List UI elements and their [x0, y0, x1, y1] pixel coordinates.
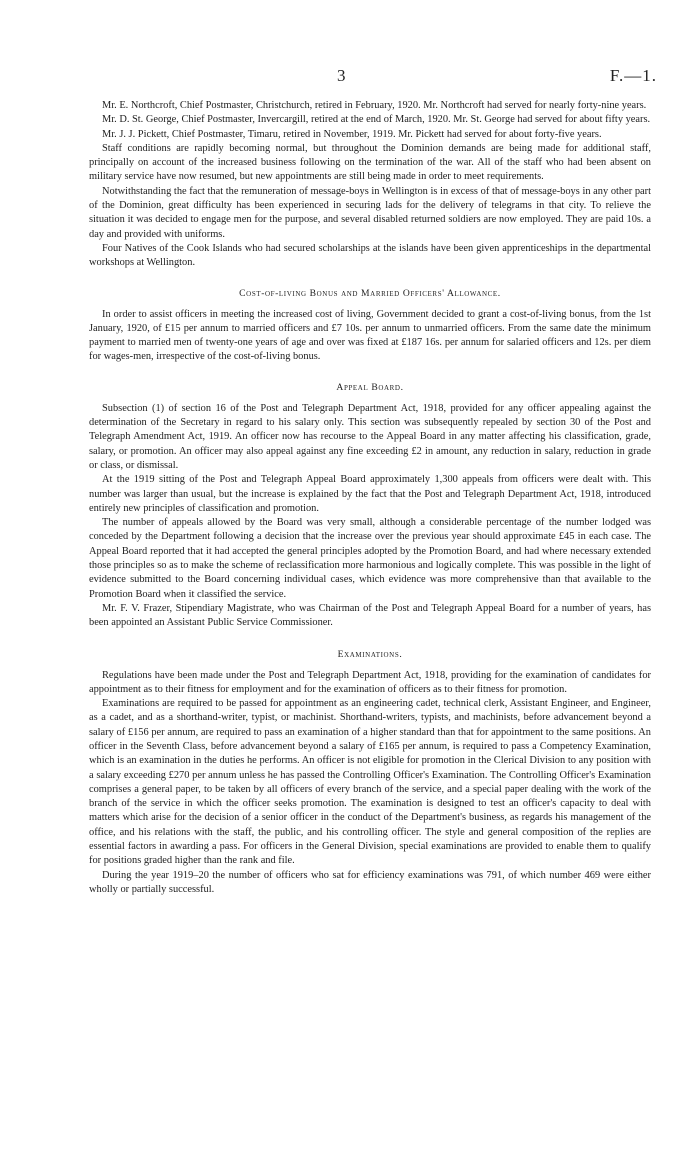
- paragraph: Subsection (1) of section 16 of the Post and Telegraph Department Act, 1918, provided for any officer appealing against the determination of the Secretary in regard to his salary only. This section was subsequently repealed by section 30 of the Post and Telegraph Amendment Act, 1919. An officer now has recourse to the Appeal Board in any matter affecting his classification, grade, salary, or promotion. An officer may also appeal against any fine exceeding £2 in amount, any reduction in salary, reduction in grade or class, or dismissal.: [89, 402, 651, 471]
- document-page: [89, 66, 657, 897]
- page-number: 3: [337, 66, 346, 85]
- page-header: [89, 66, 657, 92]
- paragraph: In order to assist officers in meeting the increased cost of living, Government decided to grant a cost-of-living bonus, from the 1st January, 1920, of £15 per annum to married officers and £7 10s. per annum to unmarried officers. From the same date the minimum payment to married men of twenty-one years of age and over was fixed at £187 16s. per annum for salaried officers and 12s. per diem for wages-men, irrespective of the cost-of-living bonus.: [89, 308, 651, 363]
- document-reference: F.—1.: [609, 66, 657, 85]
- paragraph: Regulations have been made under the Post and Telegraph Department Act, 1918, providing for the examination of candidates for appointment as to their fitness for employment and for the examination of officers as to their fitness for promotion.: [89, 669, 651, 695]
- section-appeal-board: [89, 382, 651, 631]
- section-staff-retirements: [89, 99, 651, 271]
- paragraph: Notwithstanding the fact that the remuneration of message-boys in Wellington is in excess of that of message-boys in any other part of the Dominion, great difficulty has been experienced in securing lads for the delivery of telegrams in that city. To relieve the situation it was decided to engage men for the purpose, and several disabled returned soldiers are now employed. They are paid 10s. a day and provided with uniforms.: [89, 185, 651, 240]
- paragraph: Mr. F. V. Frazer, Stipendiary Magistrate, who was Chairman of the Post and Telegraph Appeal Board for a number of years, has been appointed an Assistant Public Service Commissioner.: [89, 602, 651, 629]
- paragraph: Four Natives of the Cook Islands who had secured scholarships at the islands have been given apprenticeships in the departmental workshops at Wellington.: [89, 242, 651, 269]
- paragraph: Examinations are required to be passed for appointment as an engineering cadet, technical clerk, Assistant Engineer, and Engineer, as a cadet, and as a shorthand-writer, typist, or machinist. Shorthand-writers, typists, and machinists, before advancement beyond a salary of £156 per annum, are required to pass an examination of a higher standard than that for appointment to the same positions. An officer in the Seventh Class, before advancement beyond a salary of £165 per annum, is required to pass a Competency Examination, which is an examination in the duties he performs. An officer is not eligible for promotion in the Clerical Division to any position with a salary exceeding £270 per annum unless he has passed the Controlling Officer's Examination. The Controlling Officer's Examination comprises a general paper, to be taken by all officers of every branch of the service, and a special paper dealing with the work of the branch of the service in which the officer seeks promotion. The examination is designed to test an officer's capacity to deal with matters which arise for the decision of a senior officer in the conduct of the Department's business, as regards his management of the office, and his relations with the staff, the public, and his controlling officer. The style and general composition of the replies are essential factors in awarding a pass. For officers in the General Division, special examinations are provided to enable them to qualify for positions graded higher than the rank and file.: [89, 698, 651, 867]
- section-heading: Cost-of-living Bonus and Married Officers' Allowance.: [239, 287, 501, 299]
- paragraph: During the year 1919–20 the number of officers who sat for efficiency examinations was 791, of which number 469 were either wholly or partially successful.: [89, 869, 651, 895]
- section-heading: Examinations.: [337, 648, 403, 660]
- paragraph: Mr. D. St. George, Chief Postmaster, Invercargill, retired at the end of March, 1920. Mr. St. George had served for about fifty years.: [102, 114, 651, 126]
- paragraph: Mr. E. Northcroft, Chief Postmaster, Christchurch, retired in February, 1920. Mr. Northcroft had served for nearly forty-nine years.: [102, 100, 647, 111]
- paragraph: Staff conditions are rapidly becoming normal, but throughout the Dominion demands are being made for additional staff, principally on account of the increased business following on the termination of the war. All of the staff who had been absent on military service have now resumed, but new appointments are still being made in order to meet requirements.: [89, 142, 651, 183]
- section-examinations: [89, 649, 651, 898]
- paragraph: The number of appeals allowed by the Board was very small, although a considerable percentage of the number lodged was conceded by the Department following a decision that the increase over the previous year should approximate £45 in each case. The Appeal Board reported that it had accepted the general principles adopted by the Promotion Board, and had where necessary extended those principles so as to make the scheme of reclassification more harmonious and logically complete. This was possible in the light of evidence submitted to the Board concerning individual cases, which evidence was more comprehensive than that available to the Promotion Board when it classified the service.: [89, 517, 651, 600]
- paragraph: Mr. J. J. Pickett, Chief Postmaster, Timaru, retired in November, 1919. Mr. Pickett had served for about forty-five years.: [102, 128, 602, 140]
- section-cost-of-living: [89, 288, 651, 365]
- paragraph: At the 1919 sitting of the Post and Telegraph Appeal Board approximately 1,300 appeals from officers were dealt with. This number was larger than usual, but the increase is explained by the fact that the Post and Telegraph Department Act, 1918, introduced entirely new principles of classification and promotion.: [89, 474, 651, 514]
- section-heading: Appeal Board.: [336, 381, 404, 393]
